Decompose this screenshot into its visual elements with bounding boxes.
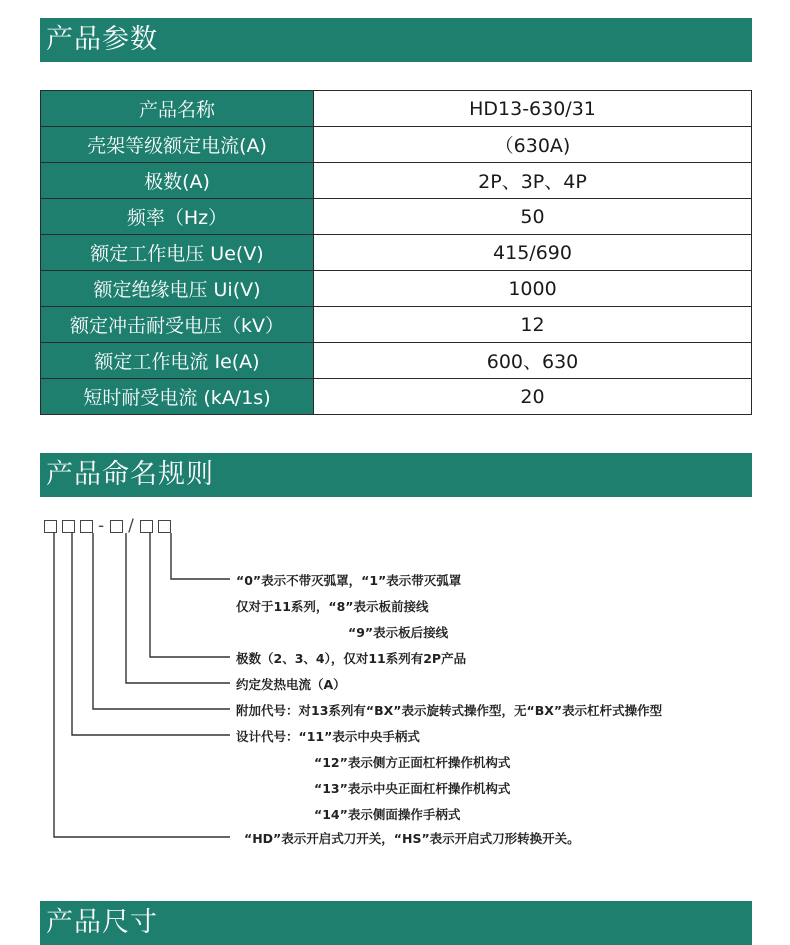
naming-note: 仅对于11系列，“8”表示板前接线 bbox=[236, 599, 429, 614]
param-value: 12 bbox=[314, 307, 752, 343]
param-value: 415/690 bbox=[314, 235, 752, 271]
naming-note: “12”表示侧方正面杠杆操作机构式 bbox=[314, 755, 511, 770]
param-value: 1000 bbox=[314, 271, 752, 307]
param-value: HD13-630/31 bbox=[314, 91, 752, 127]
param-value: 600、630 bbox=[314, 343, 752, 379]
naming-note: “9”表示板后接线 bbox=[348, 625, 449, 640]
param-key: 极数(A) bbox=[41, 163, 314, 199]
param-value: 20 bbox=[314, 379, 752, 415]
param-key: 频率（Hz） bbox=[41, 199, 314, 235]
param-key: 额定工作电流 Ie(A) bbox=[41, 343, 314, 379]
section-title-naming: 产品命名规则 bbox=[40, 453, 752, 497]
naming-note: “13”表示中央正面杠杆操作机构式 bbox=[314, 781, 511, 796]
code-dash: - bbox=[98, 516, 107, 536]
naming-note: “0”表示不带灭弧罩，“1”表示带灭弧罩 bbox=[236, 573, 462, 588]
param-key: 短时耐受电流 (kA/1s) bbox=[41, 379, 314, 415]
naming-note: “14”表示侧面操作手柄式 bbox=[314, 807, 461, 822]
param-value: 50 bbox=[314, 199, 752, 235]
param-key: 额定工作电压 Ue(V) bbox=[41, 235, 314, 271]
section-title-size: 产品尺寸 bbox=[40, 901, 752, 945]
param-value: （630A) bbox=[314, 127, 752, 163]
naming-note: “HD”表示开启式刀开关，“HS”表示开启式刀形转换开关。 bbox=[244, 831, 580, 846]
naming-note: 设计代号：“11”表示中央手柄式 bbox=[236, 729, 420, 744]
param-value: 2P、3P、4P bbox=[314, 163, 752, 199]
param-key: 额定冲击耐受电压（kV） bbox=[41, 307, 314, 343]
param-key: 壳架等级额定电流(A) bbox=[41, 127, 314, 163]
param-key: 产品名称 bbox=[41, 91, 314, 127]
naming-note: 约定发热电流（A） bbox=[236, 677, 346, 692]
param-key: 额定绝缘电压 Ui(V) bbox=[41, 271, 314, 307]
section-title-params: 产品参数 bbox=[40, 18, 752, 62]
code-slash: / bbox=[128, 516, 136, 536]
naming-note: 附加代号：对13系列有“BX”表示旋转式操作型，无“BX”表示杠杆式操作型 bbox=[236, 703, 663, 718]
naming-note: 极数（2、3、4），仅对11系列有2P产品 bbox=[236, 651, 467, 666]
